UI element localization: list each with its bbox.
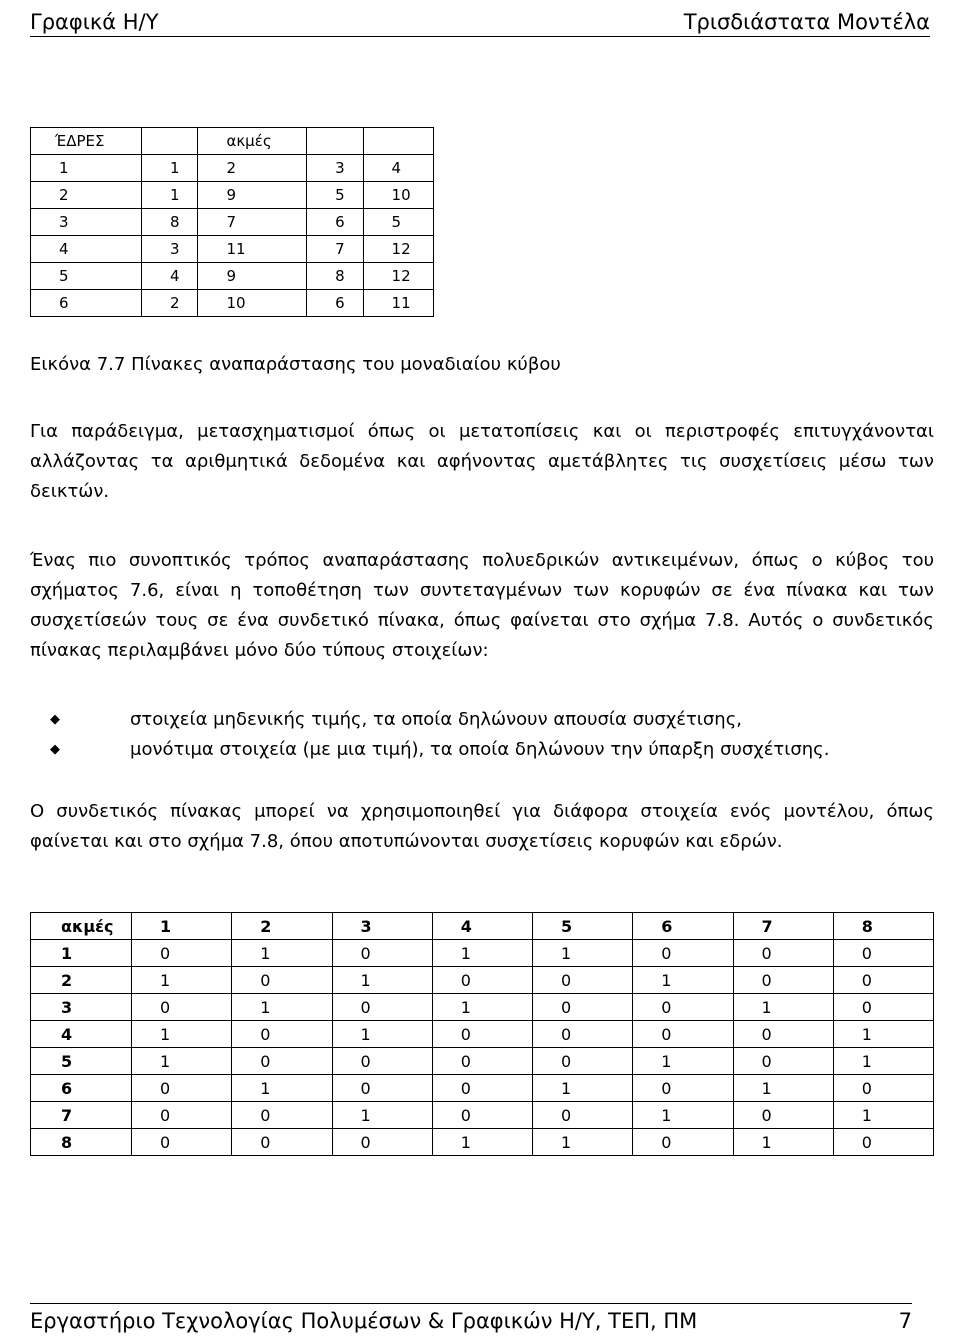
header-cell: ακμές (31, 913, 132, 940)
diamond-bullet-icon: ◆ (50, 742, 60, 757)
table-row (31, 1075, 934, 1102)
table-cell: 7 (307, 236, 363, 263)
table-cell: 0 (633, 940, 733, 967)
bullet-item (50, 705, 829, 735)
table-cell: 11 (363, 290, 433, 317)
table-cell: 1 (533, 1129, 633, 1156)
table-cell: 1 (533, 1075, 633, 1102)
table-cell: 1 (142, 182, 198, 209)
table-cell: 1 (132, 967, 232, 994)
header-cell (363, 128, 433, 155)
table-row (31, 155, 434, 182)
row-header-cell: 3 (31, 209, 142, 236)
row-header-cell: 5 (31, 263, 142, 290)
bullet-text: στοιχεία μηδενικής τιμής, τα οποία δηλώνουν απουσία συσχέτισης, (130, 709, 742, 730)
header-cell: 8 (833, 913, 933, 940)
table-row (31, 290, 434, 317)
table-cell: 1 (833, 1102, 933, 1129)
edges-table (30, 127, 434, 317)
table-cell: 0 (733, 1048, 833, 1075)
diamond-bullet-icon: ◆ (50, 712, 60, 727)
table-cell: 1 (132, 1048, 232, 1075)
table-cell: 0 (432, 1021, 532, 1048)
row-header-cell: 4 (31, 1021, 132, 1048)
header-cell: 3 (332, 913, 432, 940)
table-cell: 0 (132, 1075, 232, 1102)
table-cell: 7 (198, 209, 307, 236)
footer-left: Εργαστήριο Τεχνολογίας Πολυμέσων & Γραφικών Η/Υ, ΤΕΠ, ΠΜ (30, 1309, 698, 1333)
table-cell: 8 (307, 263, 363, 290)
table-cell: 1 (232, 994, 332, 1021)
header-cell: 2 (232, 913, 332, 940)
table-cell: 1 (332, 1102, 432, 1129)
table-cell: 0 (432, 1102, 532, 1129)
table-cell: 0 (733, 1021, 833, 1048)
table-cell: 1 (733, 1129, 833, 1156)
table-cell: 0 (533, 1102, 633, 1129)
row-header-cell: 5 (31, 1048, 132, 1075)
table-cell: 1 (332, 1021, 432, 1048)
table-cell: 1 (633, 1102, 733, 1129)
table-cell: 1 (833, 1048, 933, 1075)
row-header-cell: 2 (31, 967, 132, 994)
bullet-text: μονότιμα στοιχεία (με μια τιμή), τα οποία δηλώνουν την ύπαρξη συσχέτισης. (130, 739, 830, 760)
header-cell (307, 128, 363, 155)
table-cell: 0 (432, 1048, 532, 1075)
table-cell: 8 (142, 209, 198, 236)
table-cell: 0 (733, 1102, 833, 1129)
table-header-row (31, 913, 934, 940)
table-cell: 0 (833, 967, 933, 994)
table-cell: 1 (733, 994, 833, 1021)
table-cell: 1 (432, 1129, 532, 1156)
header-cell: ακμές (198, 128, 307, 155)
table-cell: 0 (833, 1075, 933, 1102)
table-cell: 0 (332, 1075, 432, 1102)
table-cell: 2 (198, 155, 307, 182)
page-header (30, 2, 930, 37)
table-cell: 0 (633, 994, 733, 1021)
bullet-list (50, 705, 829, 765)
header-cell: ΈΔΡΕΣ (31, 128, 142, 155)
table-cell: 0 (232, 967, 332, 994)
row-header-cell: 3 (31, 994, 132, 1021)
table-cell: 11 (198, 236, 307, 263)
table-cell: 0 (833, 994, 933, 1021)
table-cell: 1 (142, 155, 198, 182)
table-cell: 4 (142, 263, 198, 290)
header-cell: 5 (533, 913, 633, 940)
bullet-item (50, 735, 829, 765)
figure-caption: Εικόνα 7.7 Πίνακες αναπαράστασης του μοναδιαίου κύβου (30, 354, 561, 375)
table-cell: 1 (232, 940, 332, 967)
table-cell: 5 (307, 182, 363, 209)
table-cell: 0 (232, 1021, 332, 1048)
table-cell: 0 (533, 1048, 633, 1075)
table-cell: 0 (132, 1102, 232, 1129)
table-row (31, 967, 934, 994)
table-header-row (31, 128, 434, 155)
table-cell: 0 (733, 940, 833, 967)
table-row (31, 1129, 934, 1156)
header-right: Τρισδιάστατα Μοντέλα (683, 10, 930, 34)
table-cell: 0 (533, 994, 633, 1021)
adjacency-table (30, 912, 934, 1156)
table-cell: 1 (232, 1075, 332, 1102)
table-cell: 10 (363, 182, 433, 209)
table-cell: 0 (132, 1129, 232, 1156)
table-row (31, 182, 434, 209)
table-cell: 1 (432, 994, 532, 1021)
table-cell: 1 (132, 1021, 232, 1048)
table-cell: 0 (332, 1048, 432, 1075)
header-cell: 7 (733, 913, 833, 940)
table-cell: 0 (132, 994, 232, 1021)
table-row (31, 940, 934, 967)
paragraph-3: Ο συνδετικός πίνακας μπορεί να χρησιμοποιηθεί για διάφορα στοιχεία ενός μοντέλου, όπως φαίνεται και στο σχήμα 7.8, όπου αποτυπώνονται συσχετίσεις κορυφών και εδρών. (30, 801, 934, 852)
table-cell: 1 (633, 967, 733, 994)
page-footer (30, 1303, 912, 1336)
table-cell: 1 (332, 967, 432, 994)
table-row (31, 1021, 934, 1048)
row-header-cell: 6 (31, 290, 142, 317)
paragraph-2: Ένας πιο συνοπτικός τρόπος αναπαράστασης πολυεδρικών αντικειμένων, όπως ο κύβος του σχήματος 7.6, είναι η τοποθέτηση των συντεταγμένων των κορυφών σε ένα πίνακα και των συσχετίσεών τους σε ένα συνδετικό πίνακα, όπως φαίνεται στο σχήμα 7.8. Αυτός ο συνδετικός πίνακας περιλαμβάνει μόνο δύο τύπους στοιχείων: (30, 550, 934, 661)
table-row (31, 1048, 934, 1075)
table-cell: 0 (332, 940, 432, 967)
table-cell: 1 (733, 1075, 833, 1102)
table-cell: 1 (533, 940, 633, 967)
table-cell: 10 (198, 290, 307, 317)
row-header-cell: 2 (31, 182, 142, 209)
table-cell: 1 (833, 1021, 933, 1048)
table-cell: 0 (633, 1021, 733, 1048)
header-left: Γραφικά Η/Υ (30, 10, 159, 34)
table-row (31, 263, 434, 290)
header-cell: 6 (633, 913, 733, 940)
row-header-cell: 4 (31, 236, 142, 263)
row-header-cell: 1 (31, 155, 142, 182)
table-cell: 9 (198, 263, 307, 290)
table-cell: 0 (232, 1129, 332, 1156)
table-cell: 12 (363, 263, 433, 290)
table-cell: 3 (142, 236, 198, 263)
row-header-cell: 1 (31, 940, 132, 967)
table-cell: 2 (142, 290, 198, 317)
table-cell: 0 (132, 940, 232, 967)
row-header-cell: 8 (31, 1129, 132, 1156)
table-cell: 0 (332, 1129, 432, 1156)
table-cell: 9 (198, 182, 307, 209)
table-row (31, 1102, 934, 1129)
table-cell: 6 (307, 290, 363, 317)
table-cell: 0 (833, 940, 933, 967)
page-number: 7 (898, 1309, 912, 1333)
table-cell: 0 (533, 967, 633, 994)
table-cell: 6 (307, 209, 363, 236)
table-row (31, 236, 434, 263)
table-cell: 0 (633, 1129, 733, 1156)
table-cell: 1 (633, 1048, 733, 1075)
table-cell: 12 (363, 236, 433, 263)
table-cell: 0 (733, 967, 833, 994)
table-cell: 0 (332, 994, 432, 1021)
row-header-cell: 6 (31, 1075, 132, 1102)
row-header-cell: 7 (31, 1102, 132, 1129)
table-cell: 0 (232, 1048, 332, 1075)
header-cell (142, 128, 198, 155)
table-cell: 1 (432, 940, 532, 967)
table-cell: 5 (363, 209, 433, 236)
header-cell: 4 (432, 913, 532, 940)
paragraph-1: Για παράδειγμα, μετασχηματισμοί όπως οι μετατοπίσεις και οι περιστροφές επιτυγχάνονται αλλάζοντας τα αριθμητικά δεδομένα και αφήνοντας αμετάβλητες τις συσχετίσεις μέσω των δεικτών. (30, 421, 934, 502)
header-cell: 1 (132, 913, 232, 940)
table-cell: 0 (833, 1129, 933, 1156)
table-cell: 0 (533, 1021, 633, 1048)
table-cell: 0 (633, 1075, 733, 1102)
table-row (31, 994, 934, 1021)
table-cell: 3 (307, 155, 363, 182)
table-cell: 0 (432, 967, 532, 994)
table-row (31, 209, 434, 236)
table-cell: 0 (432, 1075, 532, 1102)
table-cell: 4 (363, 155, 433, 182)
table-cell: 0 (232, 1102, 332, 1129)
